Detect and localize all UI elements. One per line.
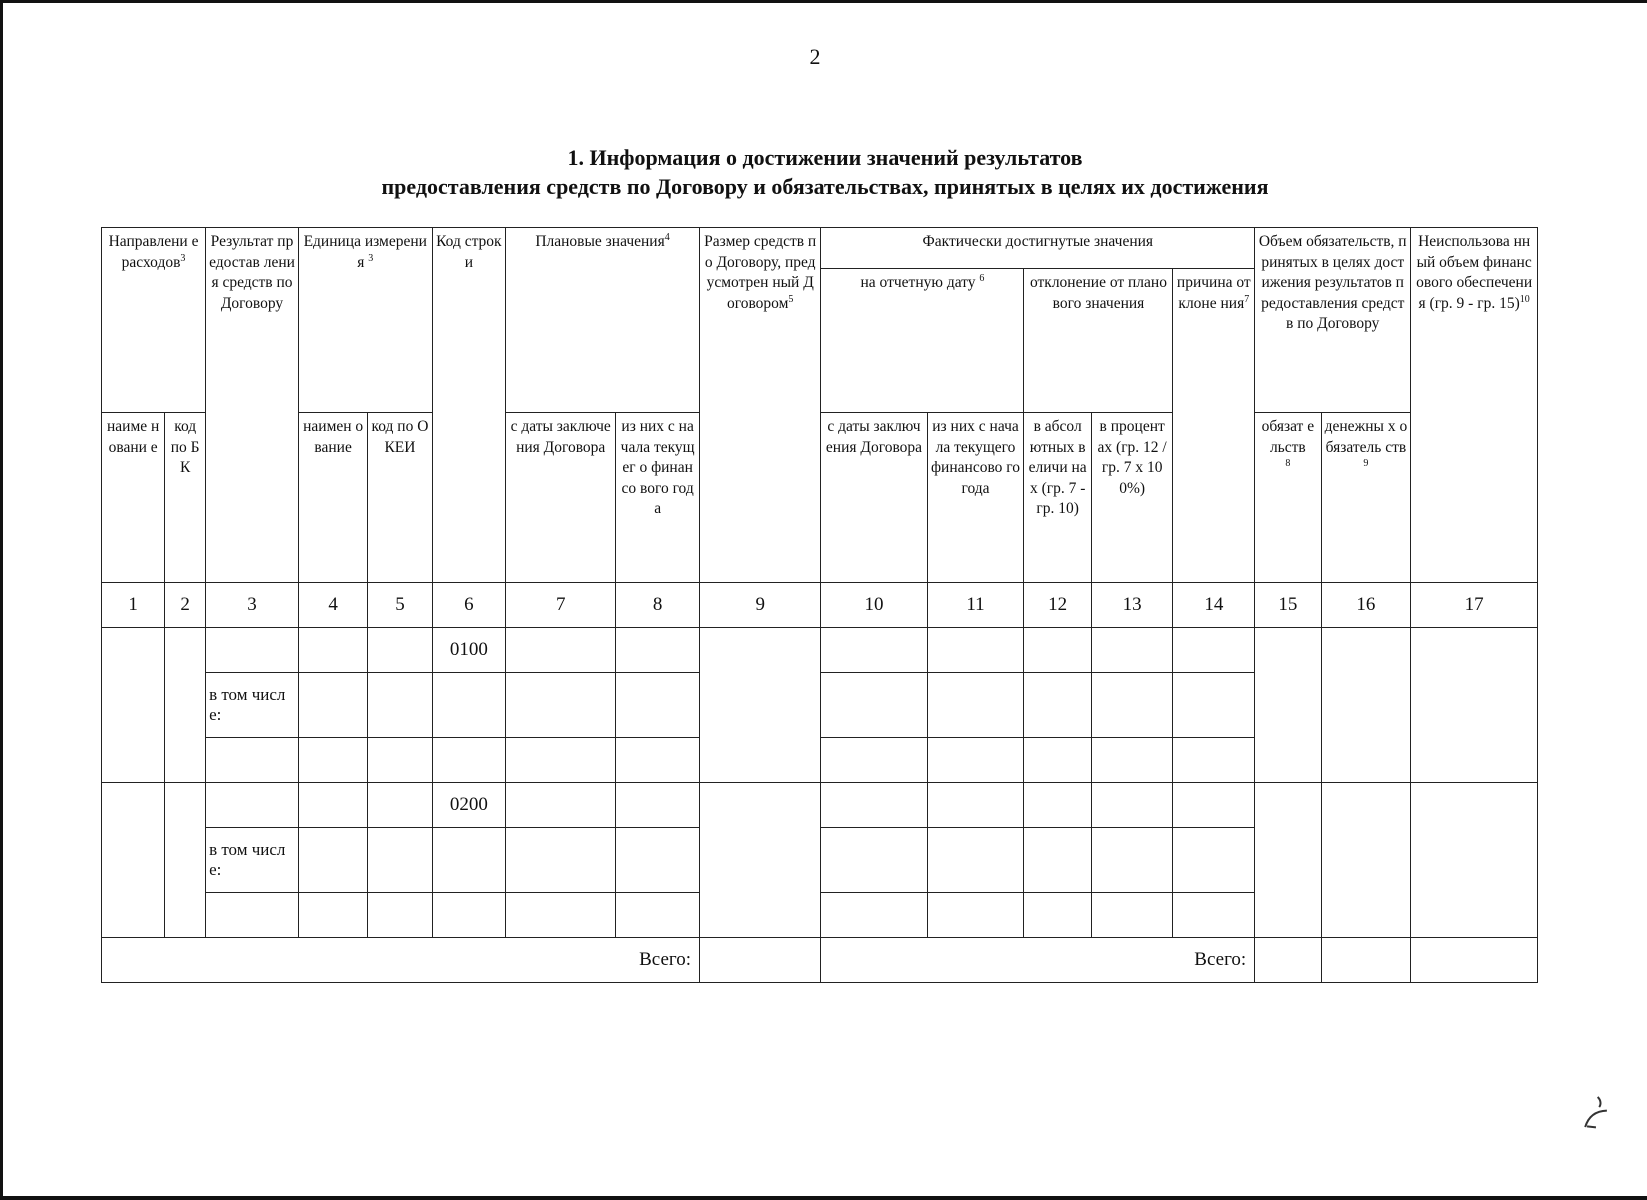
header-obl-money	[1321, 413, 1411, 583]
header-dev-pct: в процент ах (гр. 12 / гр. 7 x 100%)	[1091, 413, 1173, 583]
cell-plan-from	[506, 893, 616, 938]
cell-unit-name	[298, 673, 367, 738]
note-6: 6	[979, 272, 985, 284]
cell-plan-year	[616, 783, 700, 828]
cell-unit-name	[298, 628, 367, 673]
cell-result	[206, 783, 299, 828]
results-table	[101, 227, 1538, 983]
header-dir-code: код по БК	[165, 413, 206, 583]
header-plan-from: с даты заключения Договора	[506, 413, 616, 583]
cell-line-code	[432, 673, 505, 738]
cell-act-from	[821, 893, 927, 938]
cell-act-year	[927, 828, 1024, 893]
page-frame-bottom	[0, 1196, 1647, 1200]
cell-dir-name	[102, 628, 165, 783]
header-plan-year: из них с начала текущег о финансо вого года	[616, 413, 700, 583]
cell-plan-year	[616, 828, 700, 893]
col-number: 2	[165, 583, 206, 628]
page-frame-top	[0, 0, 1647, 3]
cell-dev-abs	[1024, 738, 1091, 783]
cell-dev-pct	[1091, 628, 1173, 673]
cell-dev-pct	[1091, 828, 1173, 893]
cell-unit-name	[298, 738, 367, 783]
cell-unit-name	[298, 783, 367, 828]
page-number: 2	[809, 44, 821, 69]
page-title	[200, 143, 1450, 201]
note-3b: 3	[368, 252, 374, 264]
page-frame-left	[0, 0, 3, 1200]
cell-line-code: 0100	[432, 628, 505, 673]
totals-row	[102, 938, 1538, 983]
col-number: 3	[206, 583, 299, 628]
col-number: 7	[506, 583, 616, 628]
col-number: 1	[102, 583, 165, 628]
total-label-plan: Всего:	[102, 938, 700, 983]
cell-act-from	[821, 628, 927, 673]
title-line-1: 1. Информация о достижении значений результатов	[567, 145, 1083, 170]
note-8: 8	[1285, 457, 1291, 469]
title-line-2: предоставления средств по Договору и обязательствах, принятых в целях их достижения	[381, 174, 1269, 199]
cell-dev-pct	[1091, 738, 1173, 783]
header-amount	[699, 228, 820, 583]
cell-unit-okei	[368, 828, 432, 893]
note-4: 4	[664, 231, 670, 243]
note-9: 9	[1363, 457, 1369, 469]
header-act-from: с даты заключения Договора	[821, 413, 927, 583]
cell-line-code	[432, 893, 505, 938]
header-obl-acc	[1255, 413, 1321, 583]
header-line-code: Код строки	[432, 228, 505, 583]
cell-reason	[1173, 783, 1255, 828]
cell-unit-okei	[368, 628, 432, 673]
cell-unit-okei	[368, 738, 432, 783]
cell-dev-abs	[1024, 783, 1091, 828]
cell-plan-year	[616, 738, 700, 783]
cell-dev-pct	[1091, 673, 1173, 738]
table-row	[102, 628, 1538, 673]
header-obligations: Объем обязательств, принятых в целях достижения результатов предоставления средств по Договору	[1255, 228, 1411, 413]
header-amount-text: Размер средств по Договору, предусмотрен ный Договором	[704, 233, 817, 312]
header-planned	[506, 228, 700, 413]
cell-amount	[699, 628, 820, 783]
cell-dir-code	[165, 783, 206, 938]
col-number: 13	[1091, 583, 1173, 628]
col-number: 11	[927, 583, 1024, 628]
cell-reason	[1173, 828, 1255, 893]
cell-plan-year	[616, 893, 700, 938]
cell-dev-abs	[1024, 828, 1091, 893]
cell-act-from	[821, 738, 927, 783]
header-direction	[102, 228, 206, 413]
cell-act-from	[821, 828, 927, 893]
cell-plan-from	[506, 628, 616, 673]
col-number: 12	[1024, 583, 1091, 628]
col-number: 4	[298, 583, 367, 628]
cell-unit-name	[298, 828, 367, 893]
header-unit-name: наимен ование	[298, 413, 367, 583]
note-5: 5	[788, 293, 794, 305]
total-amount	[699, 938, 820, 983]
cell-unit-okei	[368, 783, 432, 828]
cell-unused	[1411, 783, 1538, 938]
cell-line-code: 0200	[432, 783, 505, 828]
cell-reason	[1173, 628, 1255, 673]
cell-dev-pct	[1091, 783, 1173, 828]
cell-act-year	[927, 783, 1024, 828]
cell-including: в том числе:	[206, 673, 299, 738]
header-direction-text: Направлени е расходов	[108, 233, 199, 271]
cell-plan-from	[506, 738, 616, 783]
cell-act-from	[821, 783, 927, 828]
cell-obl-acc	[1255, 628, 1321, 783]
col-number: 9	[699, 583, 820, 628]
handwritten-mark	[1571, 1087, 1625, 1145]
header-planned-text: Плановые значения	[535, 233, 665, 250]
cell-result	[206, 893, 299, 938]
col-number: 6	[432, 583, 505, 628]
header-actual: Фактически достигнутые значения	[821, 228, 1255, 269]
cell-reason	[1173, 738, 1255, 783]
cell-result	[206, 628, 299, 673]
cell-dir-code	[165, 628, 206, 783]
cell-act-year	[927, 738, 1024, 783]
header-unused-text: Неиспользова нный объем финансового обеспечения (гр. 9 - гр. 15)	[1416, 233, 1533, 312]
handwritten-mark-icon	[1571, 1087, 1622, 1138]
cell-unit-okei	[368, 893, 432, 938]
cell-line-code	[432, 828, 505, 893]
cell-obl-acc	[1255, 783, 1321, 938]
total-obl-acc	[1255, 938, 1321, 983]
total-unused	[1411, 938, 1538, 983]
cell-obl-money	[1321, 783, 1411, 938]
note-10: 10	[1519, 293, 1530, 305]
cell-act-year	[927, 893, 1024, 938]
header-reason	[1173, 269, 1255, 583]
col-number: 5	[368, 583, 432, 628]
cell-plan-year	[616, 673, 700, 738]
cell-dev-abs	[1024, 673, 1091, 738]
header-obl-acc-text: обязат ельств	[1261, 418, 1315, 456]
cell-result	[206, 738, 299, 783]
cell-dev-abs	[1024, 893, 1091, 938]
header-obl-money-text: денежны х обязатель ств	[1324, 418, 1408, 456]
cell-act-year	[927, 673, 1024, 738]
note-7: 7	[1244, 293, 1250, 305]
header-act-year: из них с начала текущего финансово го года	[927, 413, 1024, 583]
cell-plan-from	[506, 828, 616, 893]
col-number: 10	[821, 583, 927, 628]
header-unit-text: Единица измерения	[303, 233, 427, 271]
total-label-actual: Всего:	[821, 938, 1255, 983]
cell-unit-name	[298, 893, 367, 938]
header-dev-abs: в абсол ютных величи нах (гр. 7 - гр. 10)	[1024, 413, 1091, 583]
header-unit	[298, 228, 432, 413]
column-numbers-row	[102, 583, 1538, 628]
cell-amount	[699, 783, 820, 938]
header-reason-text: причина отклоне ния	[1176, 274, 1251, 312]
cell-unused	[1411, 628, 1538, 783]
header-on-date-text: на отчетную дату	[860, 274, 976, 291]
header-dir-name: наиме новани е	[102, 413, 165, 583]
table-row	[102, 783, 1538, 828]
header-deviation: отклонение от планового значения	[1024, 269, 1173, 413]
total-obl-money	[1321, 938, 1411, 983]
cell-dev-abs	[1024, 628, 1091, 673]
cell-line-code	[432, 738, 505, 783]
cell-plan-from	[506, 783, 616, 828]
col-number: 17	[1411, 583, 1538, 628]
header-result: Результат предостав ления средств по Договору	[206, 228, 299, 583]
cell-unit-okei	[368, 673, 432, 738]
col-number: 14	[1173, 583, 1255, 628]
header-unused	[1411, 228, 1538, 583]
col-number: 8	[616, 583, 700, 628]
col-number: 16	[1321, 583, 1411, 628]
cell-including: в том числе:	[206, 828, 299, 893]
cell-act-from	[821, 673, 927, 738]
cell-plan-year	[616, 628, 700, 673]
cell-dev-pct	[1091, 893, 1173, 938]
note-3: 3	[180, 252, 186, 264]
header-on-date	[821, 269, 1024, 413]
cell-act-year	[927, 628, 1024, 673]
cell-dir-name	[102, 783, 165, 938]
cell-plan-from	[506, 673, 616, 738]
cell-reason	[1173, 893, 1255, 938]
col-number: 15	[1255, 583, 1321, 628]
cell-obl-money	[1321, 628, 1411, 783]
cell-reason	[1173, 673, 1255, 738]
header-unit-okei: код по ОКЕИ	[368, 413, 432, 583]
